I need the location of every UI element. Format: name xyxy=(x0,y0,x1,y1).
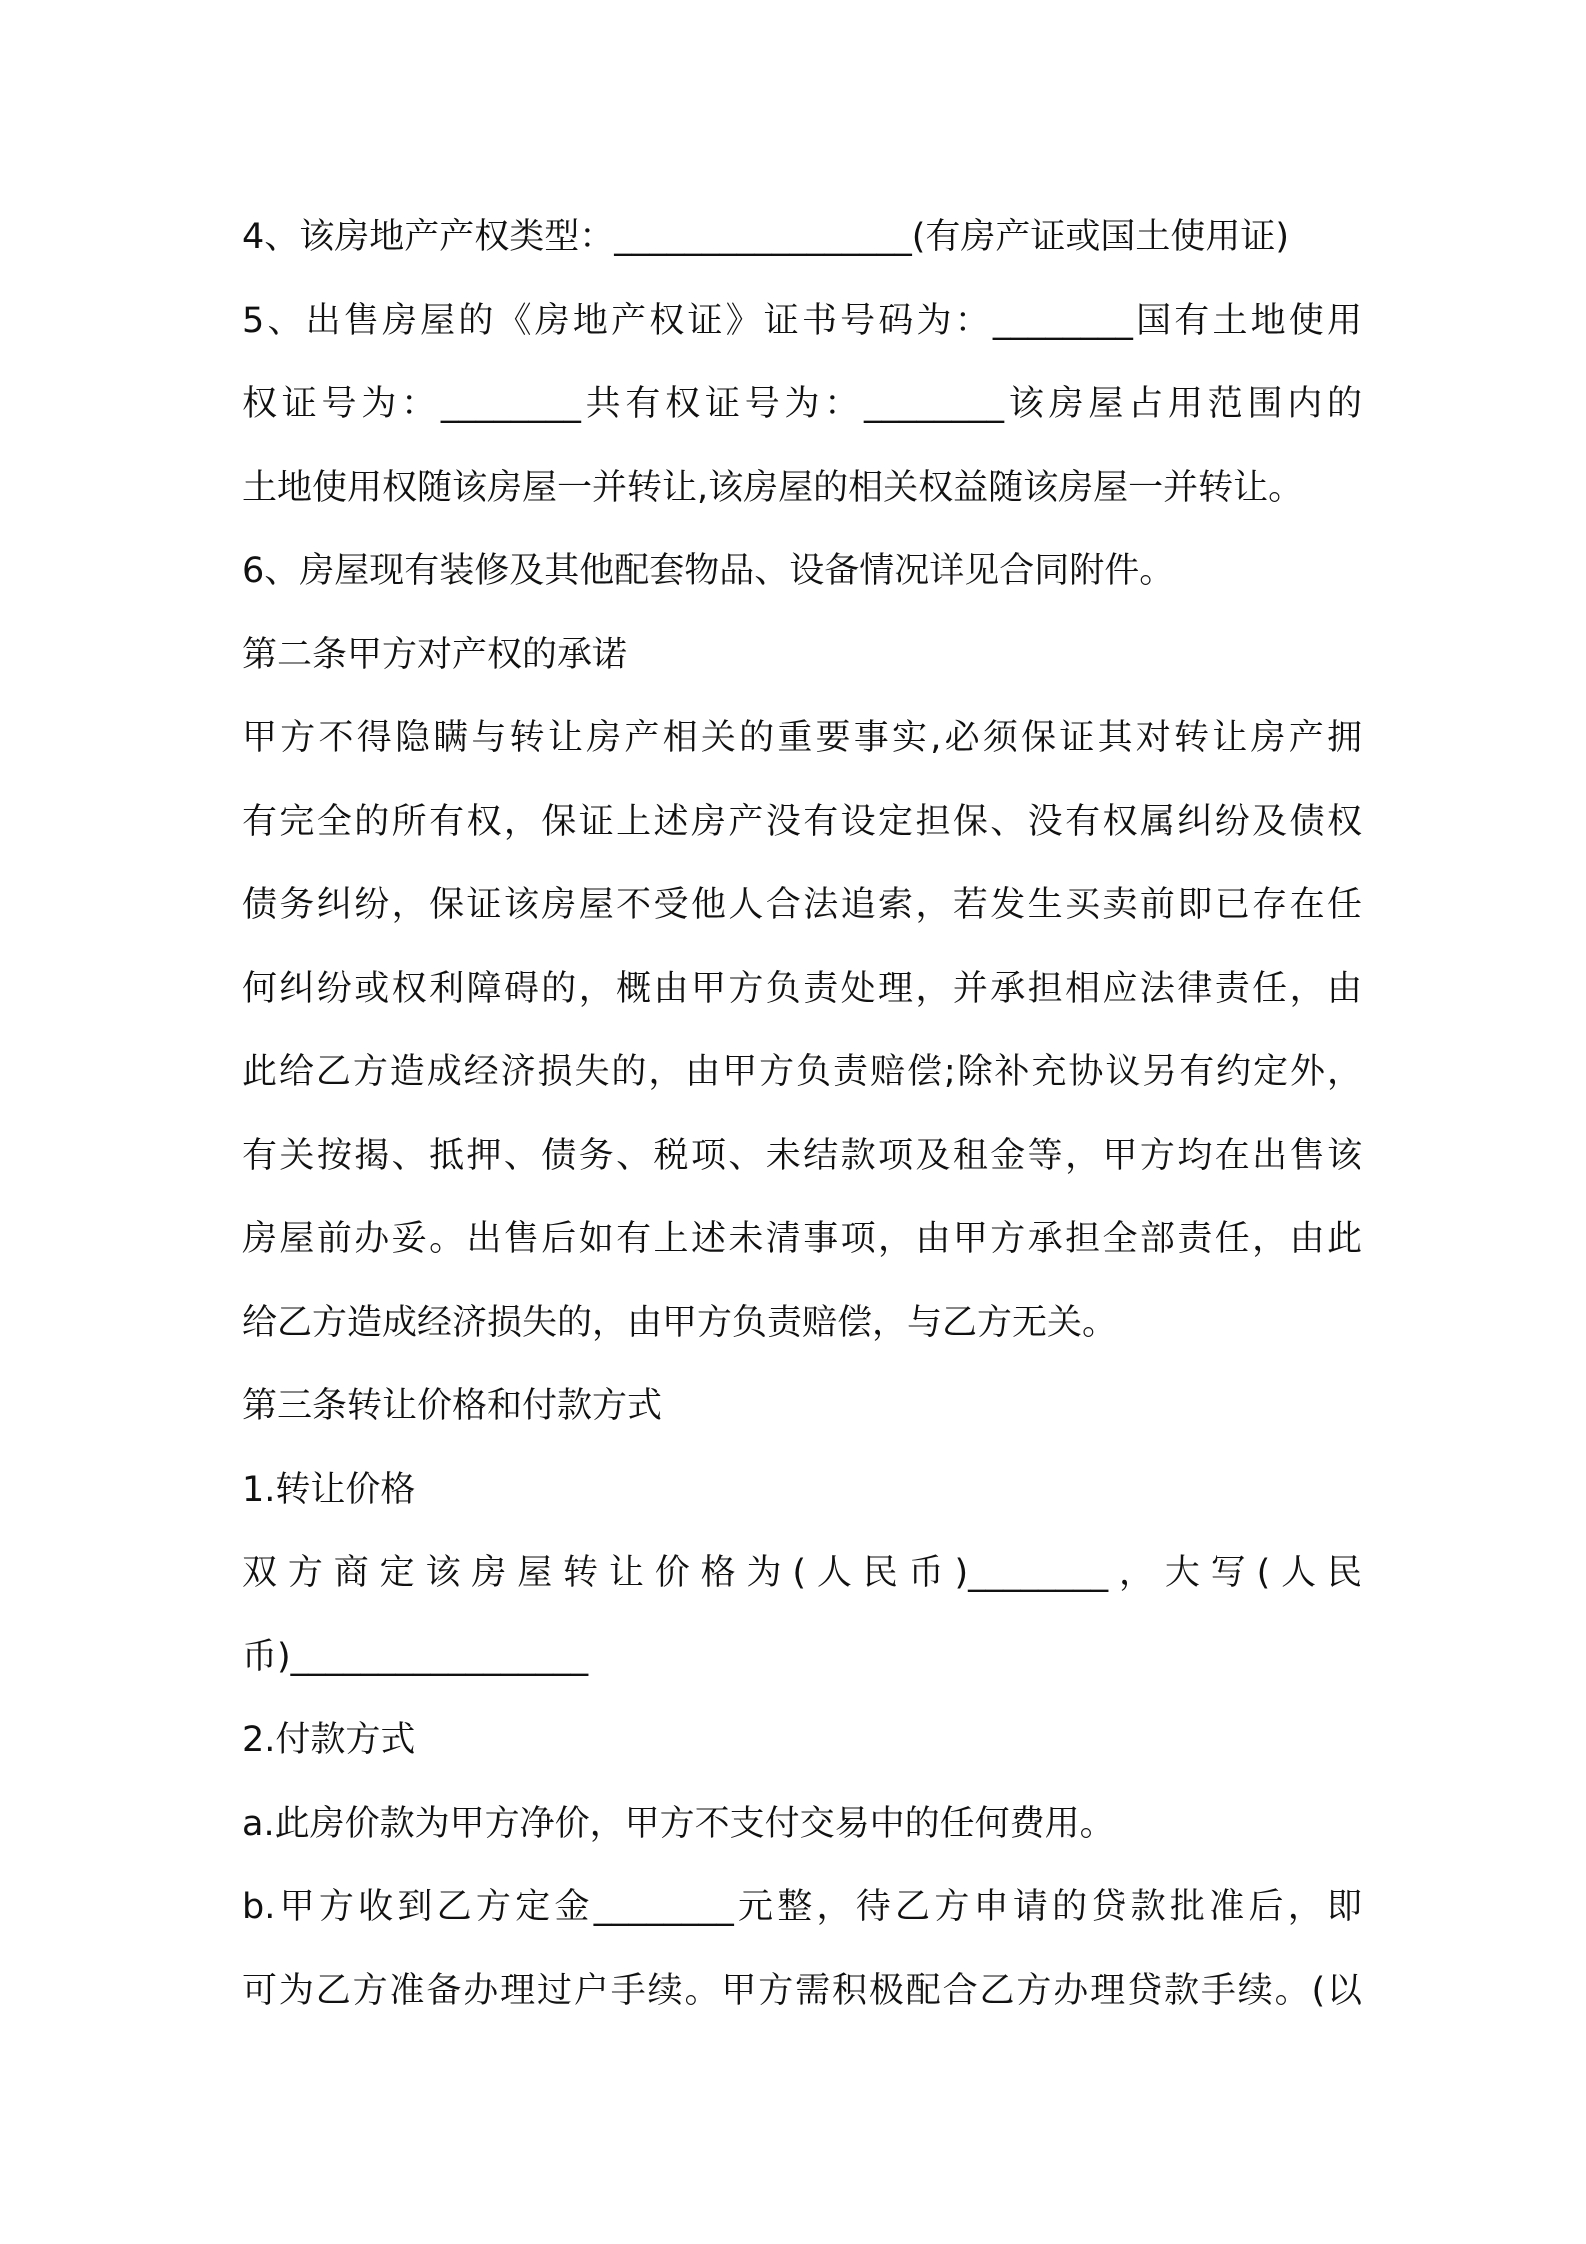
article-2-paragraph-line: 此给乙方造成经济损失的，由甲方负责赔偿;除补充协议另有约定外， xyxy=(242,1052,1362,1092)
payment-item-b: b.甲方收到乙方定金________元整，待乙方申请的贷款批准后，即 xyxy=(242,1887,1362,1927)
clause-5-land-right-number: 权证号为：________共有权证号为：________该房屋占用范围内的 xyxy=(242,384,1362,424)
article-2-paragraph-line: 债务纠纷，保证该房屋不受他人合法追索，若发生买卖前即已存在任 xyxy=(242,885,1362,925)
article-2-paragraph-line: 何纠纷或权利障碍的，概由甲方负责处理，并承担相应法律责任，由 xyxy=(242,968,1362,1009)
clause-4-property-right-type: 4、该房地产产权类型：_________________(有房产证或国土使用证) xyxy=(242,217,1290,257)
payment-item-a: a.此房价款为甲方净价，甲方不支付交易中的任何费用。 xyxy=(242,1803,1115,1844)
article-3-heading: 第三条转让价格和付款方式 xyxy=(242,1386,663,1426)
payment-item-b-continued: 可为乙方准备办理过户手续。甲方需积极配合乙方办理贷款手续。(以 xyxy=(242,1970,1362,2011)
payment-method-heading: 2.付款方式 xyxy=(242,1720,416,1760)
article-2-paragraph-line: 甲方不得隐瞒与转让房产相关的重要事实,必须保证其对转让房产拥 xyxy=(242,718,1362,758)
article-2-paragraph-line: 有完全的所有权，保证上述房产没有设定担保、没有权属纠纷及债权 xyxy=(242,801,1362,842)
article-2-paragraph-line: 房屋前办妥。出售后如有上述未清事项，由甲方承担全部责任，由此 xyxy=(242,1219,1362,1259)
article-2-paragraph-line: 有关按揭、抵押、债务、税项、未结款项及租金等，甲方均在出售该 xyxy=(242,1135,1362,1176)
transfer-price-uppercase-line: 币)_________________ xyxy=(242,1636,589,1677)
clause-5-rights-transfer: 土地使用权随该房屋一并转让,该房屋的相关权益随该房屋一并转让。 xyxy=(242,467,1304,508)
clause-6-decoration-equipment: 6、房屋现有装修及其他配套物品、设备情况详见合同附件。 xyxy=(242,551,1175,591)
transfer-price-heading: 1.转让价格 xyxy=(242,1469,416,1510)
article-2-paragraph-line: 给乙方造成经济损失的，由甲方负责赔偿，与乙方无关。 xyxy=(242,1302,1118,1343)
article-2-heading: 第二条甲方对产权的承诺 xyxy=(242,634,628,675)
clause-5-certificate-number: 5、出售房屋的《房地产权证》证书号码为：________国有土地使用 xyxy=(242,300,1362,341)
transfer-price-line: 双方商定该房屋转让价格为(人民币)________，大写(人民 xyxy=(242,1553,1362,1593)
document-body xyxy=(242,196,1362,2033)
